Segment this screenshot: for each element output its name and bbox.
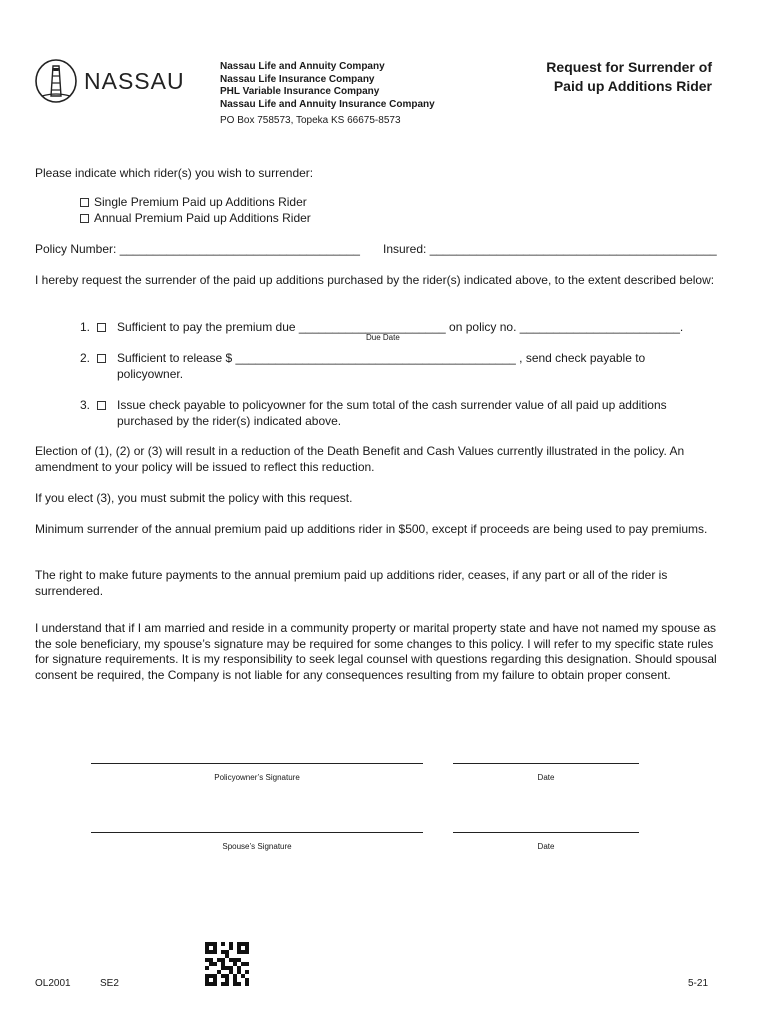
minimum-surrender-paragraph: Minimum surrender of the annual premium paid up additions rider in $500, except if proceeds are being used to pay premiums. xyxy=(35,522,708,536)
annual-premium-checkbox[interactable] xyxy=(80,214,89,223)
company-name: PHL Variable Insurance Company xyxy=(220,86,380,97)
elect-3-paragraph: If you elect (3), you must submit the policy with this request. xyxy=(35,491,353,505)
form-title xyxy=(546,58,712,96)
date-label-2: Date xyxy=(537,842,555,851)
spouse-signature-label: Spouse’s Signature xyxy=(222,842,292,851)
policyowner-signature-line[interactable] xyxy=(91,763,423,764)
spouse-signature-line[interactable] xyxy=(91,832,423,833)
form-title-line1: Request for Surrender of xyxy=(546,59,712,75)
date-line-1[interactable] xyxy=(453,763,639,764)
request-statement: I hereby request the surrender of the paid up additions purchased by the rider(s) indicated above, to the extent described below: xyxy=(35,273,715,287)
company-name: Nassau Life and Annuity Company xyxy=(220,61,385,72)
single-premium-checkbox[interactable] xyxy=(80,198,89,207)
option-1-number: 1. xyxy=(80,320,91,334)
option-2-number: 2. xyxy=(80,351,91,365)
company-name: Nassau Life Insurance Company xyxy=(220,73,375,85)
nassau-logo xyxy=(34,58,185,104)
rider-option-label: Single Premium Paid up Additions Rider xyxy=(94,195,307,209)
rider-option-annual xyxy=(80,211,311,227)
rider-prompt: Please indicate which rider(s) you wish to surrender: xyxy=(35,166,314,180)
rider-option-single xyxy=(80,195,307,211)
date-line-2[interactable] xyxy=(453,832,639,833)
form-title-line2: Paid up Additions Rider xyxy=(553,78,712,94)
logo-text: NASSAU xyxy=(84,67,185,94)
spousal-consent-paragraph: I understand that if I am married and reside in a community property or marital property state and have not named my spouse as the sole beneficiary, my spouse’s signature may be required for some changes to this policy. I will refer to my specific state rules for signature requirements. It is my responsibility to seek legal counsel with questions regarding this designation. Should spousal consent be required, the Company is not liable for any consequences resulting from my failure to obtain proper consent. xyxy=(35,621,717,682)
option-1-text[interactable]: Sufficient to pay the premium due ______________________ on policy no. ________________________. xyxy=(117,320,684,334)
option-3-number: 3. xyxy=(80,398,91,412)
rider-option-label: Annual Premium Paid up Additions Rider xyxy=(94,211,311,225)
insured-field[interactable]: Insured: ___________________________________________ xyxy=(383,242,717,256)
company-name: Nassau Life and Annuity Insurance Company xyxy=(220,98,435,110)
revision-date: 5-21 xyxy=(687,978,708,989)
qr-code xyxy=(205,942,249,986)
form-code-secondary: SE2 xyxy=(100,978,119,989)
policy-number-field[interactable]: Policy Number: ____________________________________ xyxy=(35,242,360,256)
date-label-1: Date xyxy=(537,773,555,782)
option-2-text[interactable]: Sufficient to release $ __________________________________________ , send check payable to policyowner. xyxy=(117,351,646,381)
form-code: OL2001 xyxy=(35,978,71,989)
future-payments-paragraph: The right to make future payments to the annual premium paid up additions rider, ceases, if any part or all of the rider is surrendered. xyxy=(35,568,668,598)
option-2-checkbox[interactable] xyxy=(97,354,106,363)
option-1-checkbox[interactable] xyxy=(97,323,106,332)
option-3-text: Issue check payable to policyowner for the sum total of the cash surrender value of all paid up additions purchased by the rider(s) indicated above. xyxy=(117,398,667,428)
election-paragraph: Election of (1), (2) or (3) will result in a reduction of the Death Benefit and Cash Values currently illustrated in the policy. An amendment to your policy will be issued to reflect this reduction. xyxy=(35,444,685,474)
due-date-caption: Due Date xyxy=(366,333,400,342)
option-3-checkbox[interactable] xyxy=(97,401,106,410)
mailing-address: PO Box 758573, Topeka KS 66675-8573 xyxy=(220,115,401,126)
company-list xyxy=(220,61,435,111)
policyowner-signature-label: Policyowner’s Signature xyxy=(214,773,300,782)
lighthouse-icon xyxy=(34,58,78,104)
